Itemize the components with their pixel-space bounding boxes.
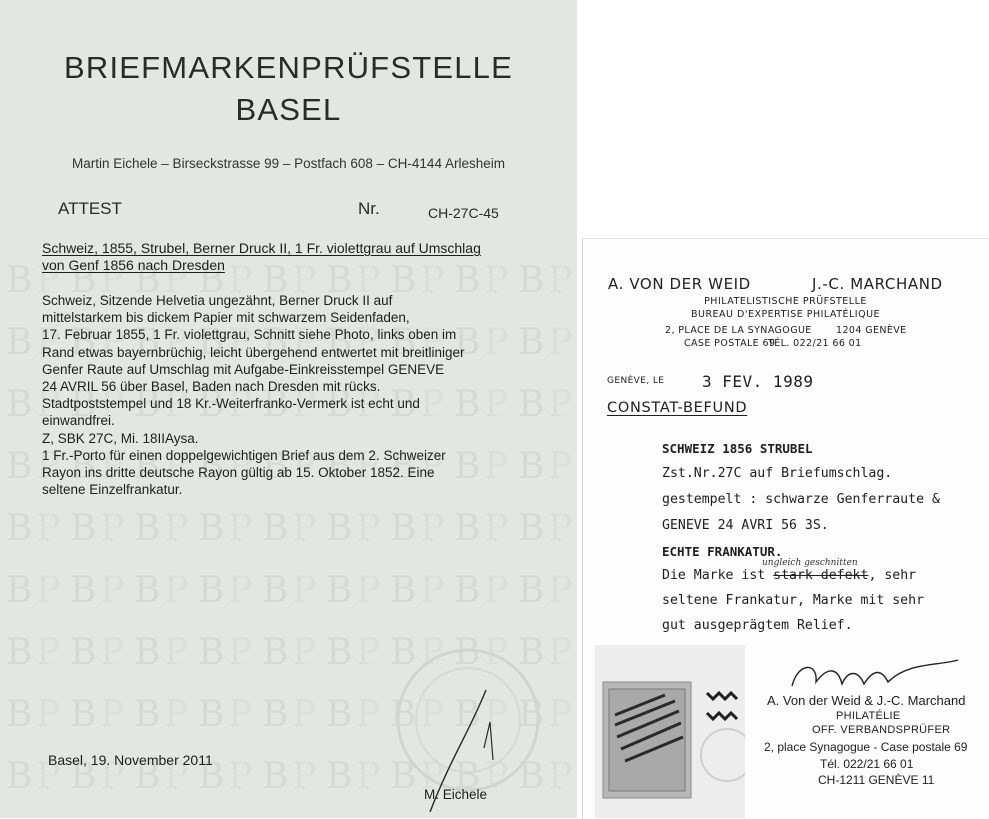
body-line: Stadtpoststempel und 18 Kr.-Weiterfranko-Vermerk ist echt und [42, 396, 420, 412]
org-name: BUREAU D'EXPERTISE PHILATÉLIQUE [690, 309, 881, 320]
stamp-line: 2, place Synagogue - Case postale 69 [764, 740, 968, 754]
certificate-number: CH-27C-45 [428, 205, 499, 221]
body-line: seltene Einzelfrankatur. [42, 482, 183, 498]
expert-signature-icon [778, 656, 968, 696]
org-address: 2, PLACE DE LA SYNAGOGUE [665, 325, 812, 336]
body-line: Genfer Raute auf Umschlag mit Aufgabe-Einkreisstempel GENEVE [42, 361, 445, 377]
report-line: GENEVE 24 AVRI 56 3S. [662, 518, 829, 533]
report-line: SCHWEIZ 1856 STRUBEL [662, 441, 813, 456]
stamp-line: Tél. 022/21 66 01 [820, 757, 914, 771]
issue-date: 3 FEV. 1989 [702, 372, 814, 391]
stamp-line: PHILATÉLIE [836, 710, 901, 722]
stamp-experts: A. Von der Weid & J.-C. Marchand [767, 693, 966, 708]
office-city: BASEL [235, 92, 342, 127]
report-text: , sehr [868, 568, 917, 583]
stamp-photo [595, 645, 745, 818]
stamp-image-icon [595, 645, 745, 818]
report-line: gestempelt : schwarze Genferraute & [662, 492, 940, 507]
stamp-line: CH-1211 GENÈVE 11 [818, 773, 935, 787]
report-line: seltene Frankatur, Marke mit sehr [662, 593, 925, 608]
place-date: Basel, 19. November 2011 [48, 752, 213, 768]
body-line: 24 AVRIL 56 über Basel, Baden nach Dresden mit rücks. [42, 379, 381, 395]
stamp-line: OFF. VERBANDSPRÜFER [812, 724, 951, 736]
office-title: BRIEFMARKENPRÜFSTELLE [64, 50, 513, 85]
subject-line: Schweiz, 1855, Strubel, Berner Druck II, 1 Fr. violettgrau auf Umschlag [42, 240, 481, 256]
date-label: GENÈVE, LE [607, 376, 665, 386]
body-line: Schweiz, Sitzende Helvetia ungezähnt, Berner Druck II auf [42, 293, 393, 308]
report-text: Die Marke ist [662, 568, 774, 583]
number-label: Nr. [358, 199, 380, 218]
body-line: einwandfrei. [42, 413, 115, 429]
handwritten-correction: ungleich geschnitten [762, 558, 858, 568]
signer-name: M. Eichele [424, 787, 488, 802]
expert-name: A. VON DER WEID [608, 275, 751, 293]
org-name: PHILATELISTISCHE PRÜFSTELLE [704, 296, 867, 307]
struck-text: stark defekt [773, 568, 869, 583]
body-line: 17. Februar 1855, 1 Fr. violettgrau, Schnitt siehe Photo, links oben im [42, 327, 457, 343]
body-line: mittelstarkem bis dickem Papier mit schwarzem Seidenfaden, [42, 310, 410, 326]
attest-label: ATTEST [58, 199, 122, 218]
constat-heading: CONSTAT-BEFUND [607, 400, 748, 416]
subject-line: von Genf 1856 nach Dresden [42, 257, 225, 273]
org-phone: TÉL. 022/21 66 01 [768, 338, 862, 349]
body-line: Rand etwas bayernbrüchig, leicht übergehend entwertet mit breitliniger [42, 344, 465, 360]
office-address: Martin Eichele – Birseckstrasse 99 – Postfach 608 – CH-4144 Arlesheim [72, 156, 505, 171]
report-line: ECHTE FRANKATUR. [662, 544, 783, 559]
org-postcode: 1204 GENÈVE [836, 325, 907, 336]
report-line [662, 568, 916, 583]
expert-name: J.-C. MARCHAND [812, 275, 943, 293]
report-line: gut ausgeprägtem Relief. [662, 618, 853, 633]
body-line: 1 Fr.-Porto für einen doppelgewichtigen Brief aus dem 2. Schweizer [42, 447, 446, 463]
org-postbox: CASE POSTALE 69 [684, 338, 776, 349]
body-line: Z, SBK 27C, Mi. 18IIAysa. [42, 430, 199, 446]
certificate-body [42, 292, 465, 498]
report-line: Zst.Nr.27C auf Briefumschlag. [662, 466, 893, 481]
body-line: Rayon ins dritte deutsche Rayon gültig ab 15. Oktober 1852. Eine [42, 465, 435, 481]
certificate-subject [42, 240, 481, 274]
